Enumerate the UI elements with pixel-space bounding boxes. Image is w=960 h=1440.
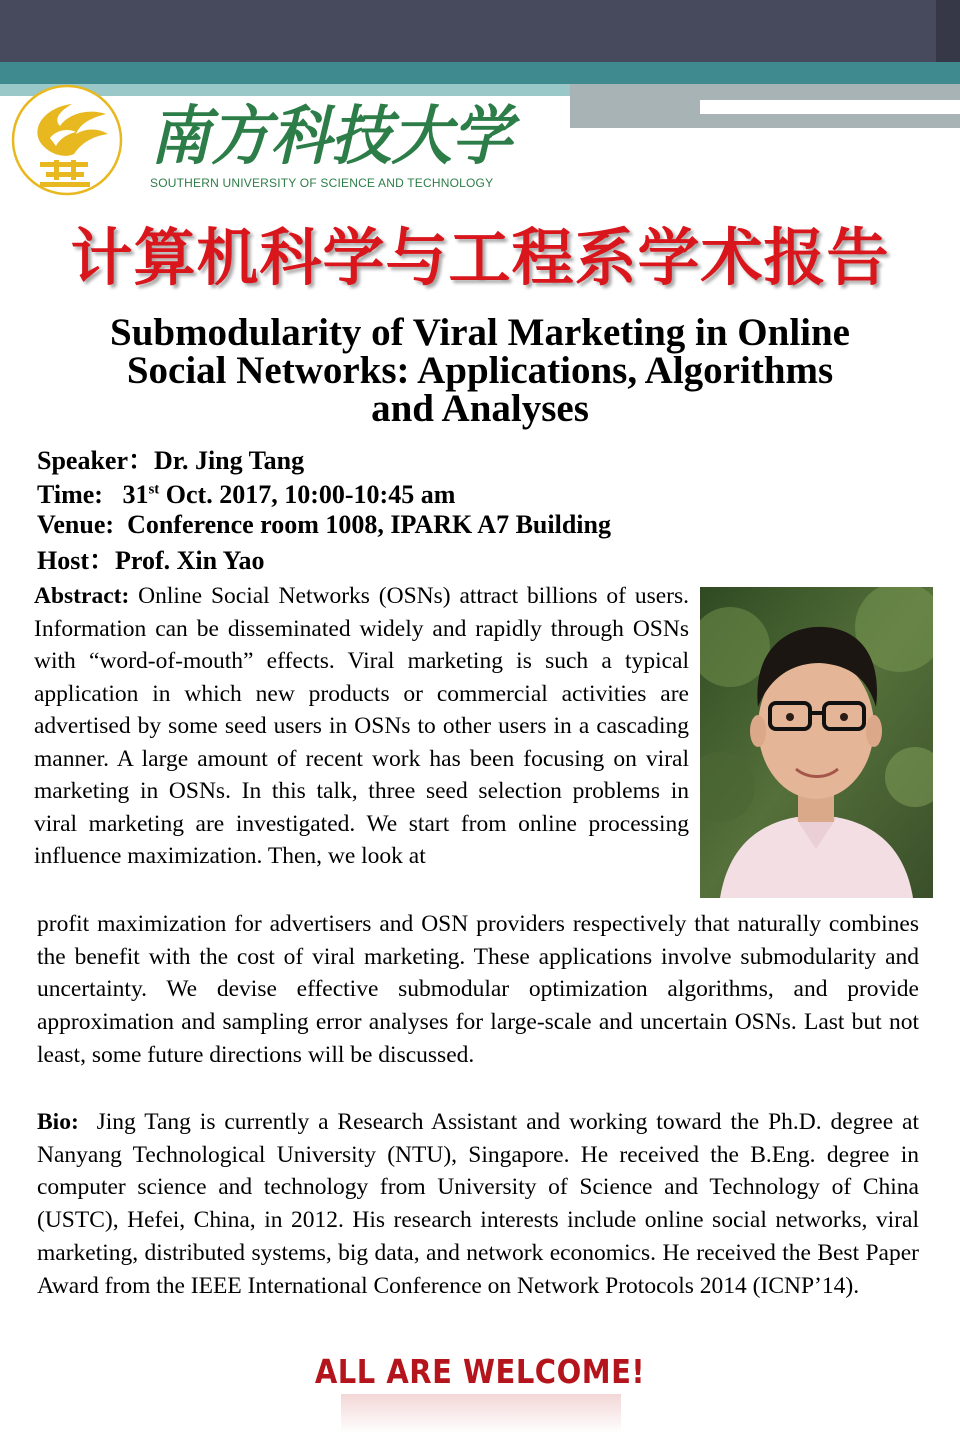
time-day: 31 [122, 480, 149, 509]
welcome-reflection [341, 1394, 621, 1434]
venue-label: Venue: [37, 510, 115, 539]
bio-label: Bio: [37, 1109, 79, 1135]
speaker-photo [700, 587, 933, 898]
host-label: Host： [37, 546, 116, 575]
venue-line [37, 510, 611, 540]
abstract-paragraph [34, 580, 689, 873]
host-line [37, 540, 265, 577]
talk-title-line-2: Social Networks: Applications, Algorithms [126, 349, 834, 392]
talk-title-line-1: Submodularity of Viral Marketing in Online [110, 311, 850, 354]
abstract-text-part1: Online Social Networks (OSNs) attract billions of users. Information can be disseminated widely and rapidly through OSNs with “word-of-mouth” effects. Viral marketing is such a typical application in which new products or commercial activities are advertised by some seed users in OSNs to other users in a cascading manner. A large amount of recent work has been focusing on viral marketing in OSNs. In this talk, three seed selection problems in viral marketing are investigated. We start from online processing influence maximization. Then, we look at [34, 583, 689, 869]
speaker-name: Dr. Jing Tang [154, 446, 305, 475]
bio-paragraph [37, 1106, 919, 1302]
header-band-teal [0, 62, 960, 84]
university-name-en: SOUTHERN UNIVERSITY OF SCIENCE AND TECHNOLOGY [150, 176, 494, 190]
abstract-continued: profit maximization for advertisers and OSN providers respectively that naturally combines the benefit with the cost of viral marketing. These applications involve submodularity and uncertainty. We devise effective submodular optimization algorithms, and provide approximation and sampling error analyses for large-scale and uncertain OSNs. Last but not least, some future directions will be discussed. [37, 911, 919, 1068]
time-suffix: st [148, 481, 160, 498]
host-name: Prof. Xin Yao [115, 546, 265, 575]
talk-title-line-3: and Analyses [371, 387, 589, 430]
welcome-banner: ALL ARE WELCOME! [314, 1352, 646, 1392]
talk-title [20, 311, 940, 430]
abstract-label: Abstract: [34, 583, 130, 609]
time-value: Oct. 2017, 10:00-10:45 am [165, 480, 456, 509]
department-title: 计算机科学与工程系学术报告 [70, 221, 890, 294]
bio-text: Jing Tang is currently a Research Assistant and working toward the Ph.D. degree at Nanyang Technological University (NTU), Singapore. He received the B.Eng. degree in computer science and technology from University of Science and Technology of China (USTC), Hefei, China, in 2012. His research interests include online social networks, viral marketing, distributed systems, big data, and network economics. He received the Best Paper Award from the IEEE International Conference on Network Protocols 2014 (ICNP’14). [37, 1109, 920, 1299]
university-name-cn-text: 南方科技大学 [150, 99, 520, 174]
header-band-strip [700, 100, 960, 114]
header-band-dark [0, 0, 960, 62]
speaker-line [37, 440, 304, 477]
speaker-label: Speaker： [37, 446, 155, 475]
time-label: Time: [37, 480, 103, 509]
university-logo-icon [10, 84, 124, 196]
time-line [37, 480, 455, 510]
university-name-cn [150, 94, 520, 174]
venue-value: Conference room 1008, IPARK A7 Building [127, 510, 611, 539]
